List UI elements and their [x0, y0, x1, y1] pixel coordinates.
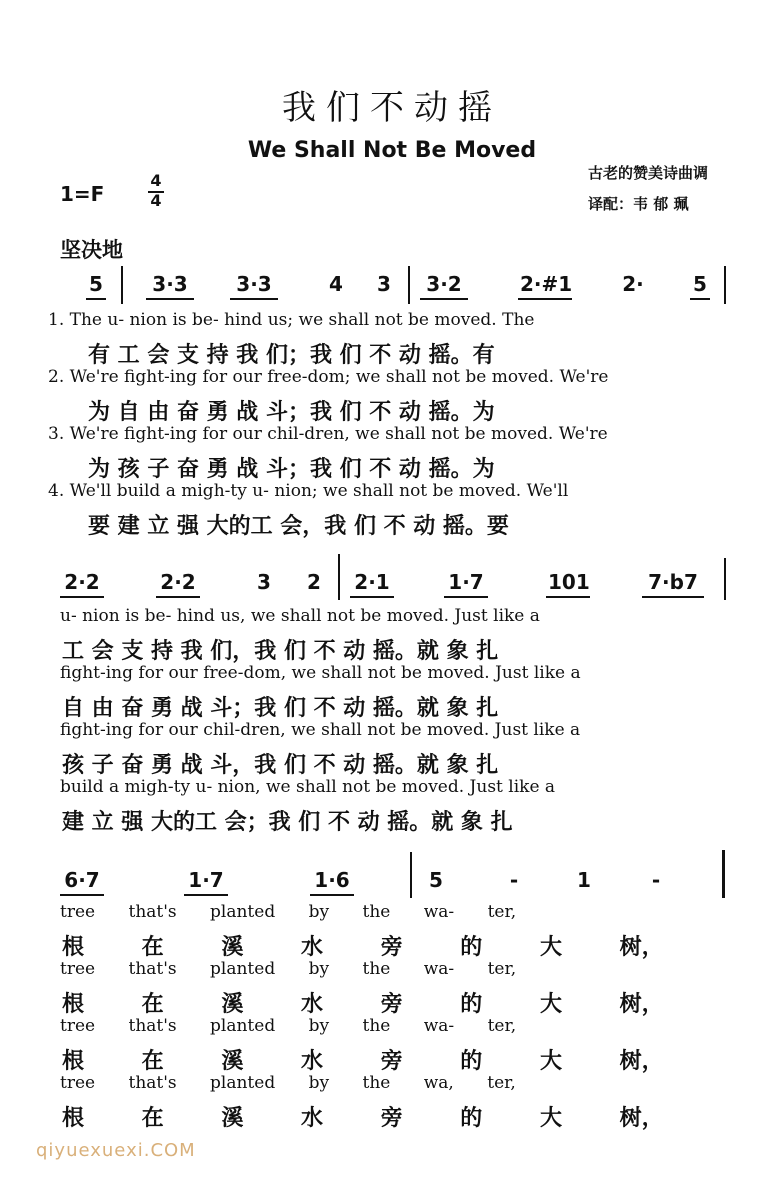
lyric-cn-verse-3: 孩 子 奋 勇 战 斗，我 们 不 动 摇。就 象 扎: [62, 752, 499, 778]
note: 1: [577, 868, 591, 892]
note: 4: [329, 272, 343, 296]
lyric-en-verse-3: 3. We're fight-ing for our chil-dren, we shall not be moved. We're: [48, 424, 608, 444]
tempo-marking: 坚决地: [60, 238, 123, 262]
note: 3·3: [236, 272, 272, 296]
lyric-en-verse-1: tree that's planted by the wa- ter,: [60, 902, 517, 922]
bar-line: [410, 852, 412, 898]
lyric-cn-verse-4: 根 在 溪 水 旁 的 大 树，: [62, 1105, 664, 1131]
underline: [230, 298, 278, 300]
bar-line: [408, 266, 410, 304]
underline: [86, 298, 106, 300]
time-signature-bottom: 4: [150, 191, 162, 210]
note: 3: [257, 570, 271, 594]
underline: [60, 894, 104, 896]
source-credit: 古老的赞美诗曲调: [588, 164, 709, 182]
lyric-cn-verse-1: 根 在 溪 水 旁 的 大 树，: [62, 934, 664, 960]
note: 5: [89, 272, 103, 296]
lyric-en-verse-3: tree that's planted by the wa- ter,: [60, 1016, 517, 1036]
note: 1·6: [314, 868, 350, 892]
note: 2·2: [64, 570, 100, 594]
lyric-cn-verse-2: 为 自 由 奋 勇 战 斗；我 们 不 动 摇。为: [88, 399, 495, 425]
note: 101: [548, 570, 590, 594]
underline: [146, 298, 194, 300]
page-title: 我们不动摇: [282, 88, 502, 128]
underline: [690, 298, 710, 300]
note: 3·3: [152, 272, 188, 296]
lyric-cn-verse-1: 有 工 会 支 持 我 们；我 们 不 动 摇。有: [88, 342, 495, 368]
lyric-cn-verse-2: 根 在 溪 水 旁 的 大 树，: [62, 991, 664, 1017]
underline: [546, 596, 590, 598]
note: 3·2: [426, 272, 462, 296]
bar-line: [722, 850, 725, 898]
lyric-cn-verse-3: 为 孩 子 奋 勇 战 斗；我 们 不 动 摇。为: [88, 456, 495, 482]
bar-line: [338, 554, 340, 600]
underline: [350, 596, 394, 598]
note: 2·: [622, 272, 644, 296]
page-subtitle: We Shall Not Be Moved: [247, 138, 537, 163]
time-signature-top: 4: [150, 171, 162, 190]
note: 2: [307, 570, 321, 594]
bar-line: [724, 266, 726, 304]
lyric-en-verse-4: build a migh-ty u- nion, we shall not be moved. Just like a: [60, 777, 556, 797]
underline: [156, 596, 200, 598]
note: -: [651, 868, 661, 892]
note: -: [509, 868, 519, 892]
underline: [60, 596, 104, 598]
lyric-en-verse-1: 1. The u- nion is be- hind us; we shall not be moved. The: [48, 310, 535, 330]
lyric-cn-verse-4: 建 立 强 大的工 会；我 们 不 动 摇。就 象 扎: [62, 809, 513, 835]
note: 2·2: [160, 570, 196, 594]
note: 1·7: [448, 570, 484, 594]
notes-row-1: [0, 272, 784, 312]
lyric-en-verse-4: 4. We'll build a migh-ty u- nion; we shall not be moved. We'll: [48, 481, 569, 501]
note: 7·b7: [648, 570, 698, 594]
underline: [420, 298, 468, 300]
lyric-en-verse-2: 2. We're fight-ing for our free-dom; we shall not be moved. We're: [48, 367, 609, 387]
underline: [184, 894, 228, 896]
bar-line: [121, 266, 123, 304]
bar-line: [724, 558, 726, 600]
lyric-en-verse-2: fight-ing for our free-dom, we shall not be moved. Just like a: [60, 663, 581, 683]
underline: [444, 596, 488, 598]
site-watermark: qiyuexuexi.COM: [36, 1140, 196, 1161]
underline: [518, 298, 572, 300]
arranger-credit: 译配：韦 郁 珮: [588, 195, 689, 213]
note: 6·7: [64, 868, 100, 892]
note: 5: [693, 272, 707, 296]
lyric-cn-verse-1: 工 会 支 持 我 们，我 们 不 动 摇。就 象 扎: [62, 638, 499, 664]
note: 1·7: [188, 868, 224, 892]
notes-row-2: [0, 570, 784, 610]
lyric-cn-verse-3: 根 在 溪 水 旁 的 大 树，: [62, 1048, 664, 1074]
lyric-cn-verse-2: 自 由 奋 勇 战 斗；我 们 不 动 摇。就 象 扎: [62, 695, 499, 721]
lyric-cn-verse-4: 要 建 立 强 大的工 会，我 们 不 动 摇。要: [88, 513, 509, 539]
key-signature: 1=F: [60, 182, 105, 206]
note: 2·1: [354, 570, 390, 594]
note: 2·#1: [520, 272, 573, 296]
underline: [310, 894, 354, 896]
note: 3: [377, 272, 391, 296]
note: 5: [429, 868, 443, 892]
underline: [642, 596, 704, 598]
lyric-en-verse-1: u- nion is be- hind us, we shall not be moved. Just like a: [60, 606, 540, 626]
lyric-en-verse-2: tree that's planted by the wa- ter,: [60, 959, 517, 979]
lyric-en-verse-4: tree that's planted by the wa, ter,: [60, 1073, 516, 1093]
lyric-en-verse-3: fight-ing for our chil-dren, we shall not be moved. Just like a: [60, 720, 581, 740]
